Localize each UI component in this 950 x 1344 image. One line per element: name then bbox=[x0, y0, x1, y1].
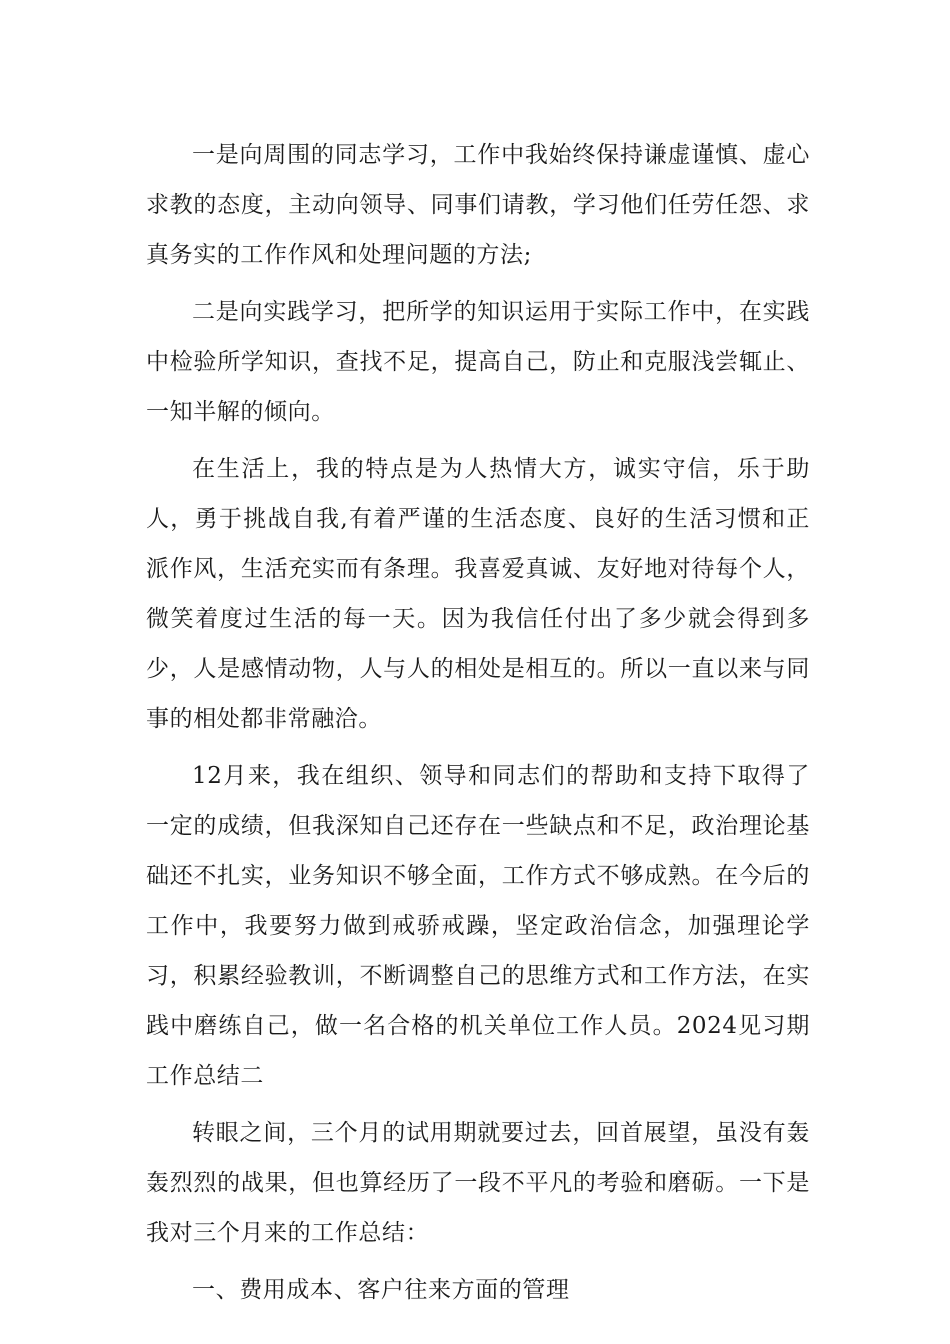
paragraph-life-attitude: 在生活上，我的特点是为人热情大方，诚实守信，乐于助人，勇于挑战自我,有着严谨的生活态度、良好的生活习惯和正派作风，生活充实而有条理。我喜爱真诚、友好地对待每个人，微笑着度过生活的每一天。因为我信任付出了多少就会得到多少，人是感情动物，人与人的相处是相互的。所以一直以来与同事的相处都非常融洽。 bbox=[146, 456, 810, 732]
paragraph-learn-from-colleagues: 一是向周围的同志学习，工作中我始终保持谦虚谨慎、虚心求教的态度，主动向领导、同事们请教，学习他们任劳任怨、求真务实的工作作风和处理问题的方法; bbox=[146, 142, 810, 268]
paragraph-probation-summary-intro: 转眼之间，三个月的试用期就要过去，回首展望，虽没有轰轰烈烈的战果，但也算经历了一段不平凡的考验和磨砺。一下是我对三个月来的工作总结： bbox=[146, 1120, 810, 1246]
document-body bbox=[146, 130, 810, 1322]
paragraph-achievements-and-shortcomings: 12月来，我在组织、领导和同志们的帮助和支持下取得了一定的成绩，但我深知自己还存在一些缺点和不足，政治理论基础还不扎实，业务知识不够全面，工作方式不够成熟。在今后的工作中，我要努力做到戒骄戒躁，坚定政治信念，加强理论学习，积累经验教训，不断调整自己的思维方式和工作方法，在实践中磨练自己，做一名合格的机关单位工作人员。2024见习期工作总结二 bbox=[146, 763, 810, 1089]
section-heading-cost-management: 一、费用成本、客户往来方面的管理 bbox=[192, 1277, 570, 1303]
paragraph-learn-from-practice: 二是向实践学习，把所学的知识运用于实际工作中，在实践中检验所学知识，查找不足，提高自己，防止和克服浅尝辄止、一知半解的倾向。 bbox=[146, 299, 810, 425]
